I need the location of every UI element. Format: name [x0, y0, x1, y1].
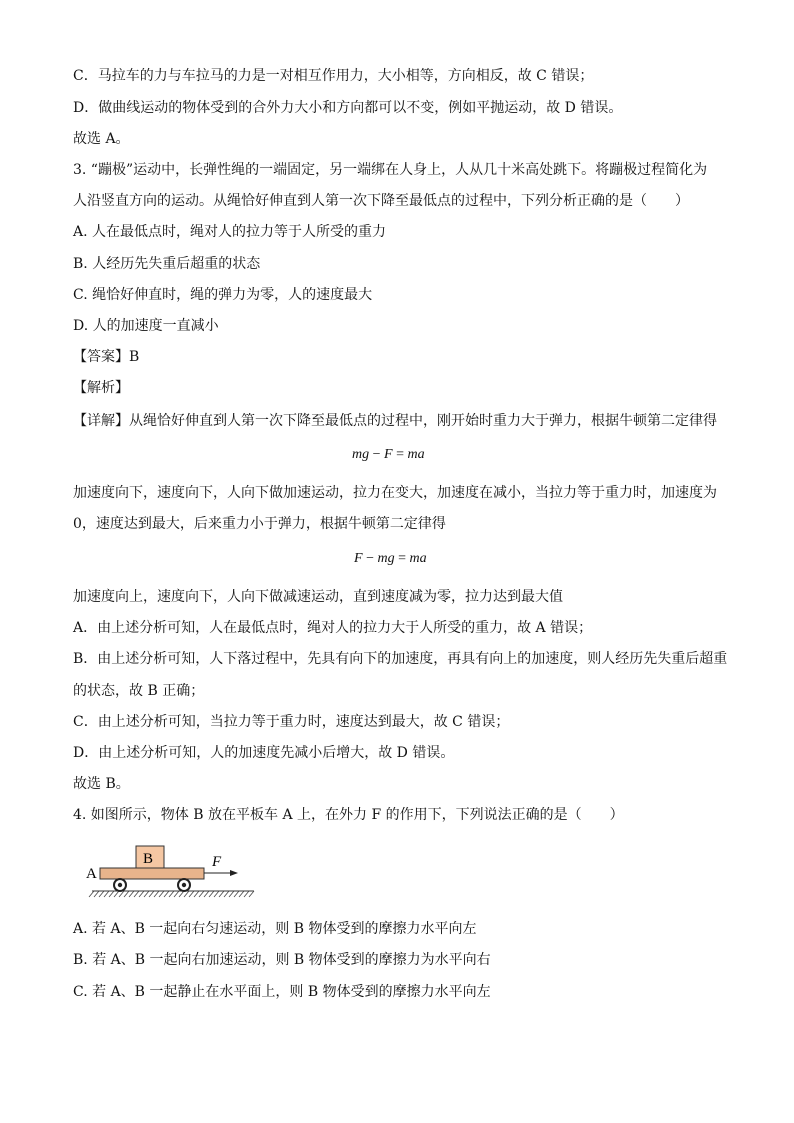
explanation-line: 加速度向上，速度向下，人向下做减速运动，直到速度减为零，拉力达到最大值	[73, 589, 563, 605]
hatch-stroke	[154, 891, 159, 897]
hatch-stroke	[194, 891, 199, 897]
hatch-stroke	[204, 891, 209, 897]
option-c: C. 绳恰好伸直时，绳的弹力为零，人的速度最大	[73, 287, 373, 303]
text-line: 故选 A。	[73, 131, 130, 147]
explanation-line: 的状态，故 B 正确；	[73, 683, 205, 699]
option-d: D. 人的加速度一直减小	[73, 318, 219, 334]
formula-operator: =	[392, 447, 408, 462]
hatch-stroke	[244, 891, 249, 897]
formula-term: mg	[377, 551, 395, 566]
hatch-stroke	[129, 891, 134, 897]
formula-term: F	[354, 551, 363, 566]
hatch-stroke	[124, 891, 129, 897]
question-4-stem: 4. 如图所示，物体 B 放在平板车 A 上，在外力 F 的作用下，下列说法正确的是（ ）	[73, 807, 624, 823]
hatch-stroke	[219, 891, 224, 897]
hatch-stroke	[164, 891, 169, 897]
wheel-right	[178, 879, 190, 891]
hatch-stroke	[234, 891, 239, 897]
formula-term: ma	[409, 551, 427, 566]
hatch-stroke	[109, 891, 114, 897]
label-a: A	[86, 866, 97, 882]
hatch-stroke	[99, 891, 104, 897]
hatch-stroke	[239, 891, 244, 897]
explanation-line: 故选 B。	[73, 776, 130, 792]
text-line: D．做曲线运动的物体受到的合外力大小和方向都可以不变，例如平抛运动，故 D 错误。	[73, 100, 623, 116]
wheel-left	[114, 879, 126, 891]
explanation-line: C．由上述分析可知，当拉力等于重力时，速度达到最大，故 C 错误；	[73, 714, 510, 730]
formula-term: F	[384, 447, 393, 462]
hatch-stroke	[224, 891, 229, 897]
hatch-stroke	[169, 891, 174, 897]
explanation-line: A．由上述分析可知，人在最低点时，绳对人的拉力大于人所受的重力，故 A 错误；	[73, 620, 593, 636]
hatch-stroke	[174, 891, 179, 897]
formula-1	[352, 446, 425, 464]
hatch-stroke	[149, 891, 154, 897]
label-f: F	[212, 854, 222, 870]
hatch-stroke	[144, 891, 149, 897]
explanation-line: 0，速度达到最大，后来重力小于弹力，根据牛顿第二定律得	[73, 516, 446, 532]
cart-block-figure	[78, 840, 263, 905]
formula-term: mg	[352, 447, 370, 462]
option-c: C. 若 A、B 一起静止在水平面上，则 B 物体受到的摩擦力水平向左	[73, 984, 491, 1000]
formula-operator: −	[369, 447, 385, 462]
hatch-stroke	[159, 891, 164, 897]
cart-a-body	[100, 868, 204, 879]
explanation-line: 加速度向下，速度向下，人向下做加速运动，拉力在变大，加速度在减小，当拉力等于重力时，加速度为	[73, 485, 717, 501]
formula-2	[354, 550, 427, 568]
hatch-stroke	[229, 891, 234, 897]
explanation-line: 【详解】从绳恰好伸直到人第一次下降至最低点的过程中，刚开始时重力大于弹力，根据牛顿第二定律得	[73, 413, 717, 429]
hatch-stroke	[209, 891, 214, 897]
text-line: C．马拉车的力与车拉马的力是一对相互作用力，大小相等，方向相反，故 C 错误；	[73, 68, 594, 84]
question-3-stem: 人沿竖直方向的运动。从绳恰好伸直到人第一次下降至最低点的过程中，下列分析正确的是（ ）	[73, 193, 689, 209]
hatch-stroke	[94, 891, 99, 897]
hatch-stroke	[214, 891, 219, 897]
option-b: B. 若 A、B 一起向右加速运动，则 B 物体受到的摩擦力为水平向右	[73, 952, 491, 968]
explanation-line: B．由上述分析可知，人下落过程中，先具有向下的加速度，再具有向上的加速度，则人经历先失重后超重	[73, 651, 728, 667]
answer-label: 【答案】B	[73, 349, 140, 365]
hatch-stroke	[249, 891, 254, 897]
explanation-line: D．由上述分析可知，人的加速度先减小后增大，故 D 错误。	[73, 745, 455, 761]
option-a: A. 人在最低点时，绳对人的拉力等于人所受的重力	[73, 224, 387, 240]
force-arrow	[204, 870, 238, 876]
option-b: B. 人经历先失重后超重的状态	[73, 256, 261, 272]
hatch-stroke	[189, 891, 194, 897]
ground-hatching	[89, 891, 254, 897]
hatch-stroke	[139, 891, 144, 897]
formula-operator: =	[394, 551, 410, 566]
hatch-stroke	[199, 891, 204, 897]
hatch-stroke	[114, 891, 119, 897]
formula-term: ma	[407, 447, 425, 462]
question-3-stem: 3. “蹦极”运动中，长弹性绳的一端固定，另一端绑在人身上，人从几十米高处跳下。将蹦极过程简化为	[73, 162, 708, 178]
label-b: B	[143, 851, 154, 867]
option-a: A. 若 A、B 一起向右匀速运动，则 B 物体受到的摩擦力水平向左	[73, 921, 477, 937]
hatch-stroke	[104, 891, 109, 897]
analysis-label: 【解析】	[73, 380, 129, 396]
hatch-stroke	[89, 891, 94, 897]
hatch-stroke	[134, 891, 139, 897]
formula-operator: −	[362, 551, 378, 566]
